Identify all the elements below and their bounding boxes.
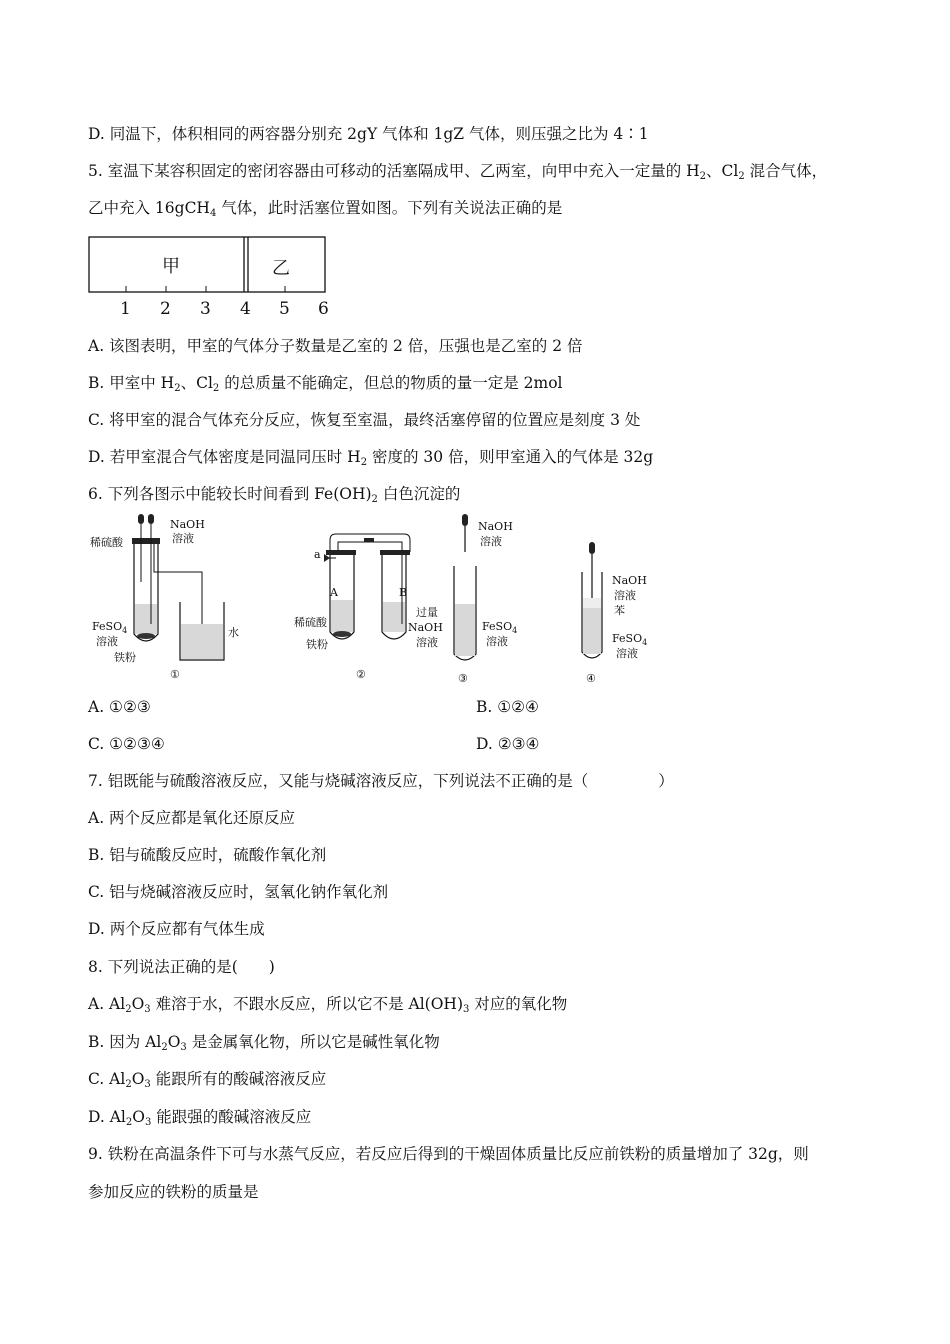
label-feso4-3: FeSO$_4$ [482,620,518,635]
q5-stem-line2: 乙中充入 16gCH$_4$ 气体，此时活塞位置如图。下列有关说法正确的是 [88,199,563,219]
label-feso4-1: FeSO$_4$ [92,620,128,635]
label-figure-4: ④ [586,672,596,685]
label-tube-a: A [330,586,338,599]
tick-label-6: 6 [318,299,329,319]
scale-ticks [126,286,285,292]
label-tube-b: B [399,586,408,599]
q6-option-d: D. ②③④ [476,735,540,753]
label-valve-a: a [314,548,321,561]
q8-option-a: A. $Al_2O_3$ 难溶于水，不跟水反应，所以它不是 $Al(OH)_3$ 对应的氧化物 [88,995,568,1015]
q8-option-d: D. $Al_2O_3$ 能跟强的酸碱溶液反应 [88,1108,312,1128]
label-figure-1: ① [170,668,180,681]
q6-stem: 6. 下列各图示中能较长时间看到 $Fe(OH)_2$ 白色沉淀的 [88,485,461,505]
piston-container-figure [86,234,336,324]
q8-stem: 8. 下列说法正确的是( ) [88,958,275,976]
tick-label-3: 3 [200,299,211,319]
q6-option-a: A. ①②③ [88,698,151,716]
label-solution-4: 溶液 [614,589,636,602]
label-naoh-3: NaOH [478,520,513,533]
q7-stem: 7. 铝既能与硫酸溶液反应，又能与烧碱溶液反应，下列说法不正确的是（ ） [88,772,674,790]
q7-option-a: A. 两个反应都是氧化还原反应 [88,809,296,827]
label-naoh-4: NaOH [612,574,647,587]
q7-option-d: D. 两个反应都有气体生成 [88,920,265,938]
apparatus-4 [582,542,602,658]
q5-option-d: D. 若甲室混合气体密度是同温同压时 $H_2$ 密度的 30 倍，则甲室通入的气体是 32g [88,448,654,468]
q5-stem-line1: 5. 室温下某容积固定的密闭容器由可移动的活塞隔成甲、乙两室，向甲中充入一定量的 $H_2$、$Cl_2$ 混合气体， [88,162,828,182]
label-dilute-sulfuric-acid-2: 稀硫酸 [294,616,327,629]
label-naoh-2: NaOH [408,621,443,634]
label-figure-3: ③ [458,672,468,685]
label-feso4-solution-1: 溶液 [96,635,118,648]
label-water: 水 [228,626,239,639]
label-iron-powder-2: 铁粉 [306,638,328,651]
label-feso4-4: FeSO$_4$ [612,632,648,647]
tick-label-5: 5 [279,299,290,319]
q8-option-b: B. 因为 $Al_2O_3$ 是金属氧化物，所以它是碱性氧化物 [88,1033,440,1053]
label-solution-2: 溶液 [416,636,438,649]
q8-option-c: C. $Al_2O_3$ 能跟所有的酸碱溶液反应 [88,1070,327,1090]
label-feso4-solution-4: 溶液 [616,647,638,660]
fe-oh2-apparatus-figure [86,512,666,690]
q5-option-c: C. 将甲室的混合气体充分反应，恢复至室温，最终活塞停留的位置应是刻度 3 处 [88,411,641,429]
q4-option-d: D. 同温下，体积相同的两容器分别充 2gY 气体和 1gZ 气体，则压强之比为 4∶1 [88,125,649,143]
chamber-jia-label: 甲 [162,256,180,277]
q9-stem-line1: 9. 铁粉在高温条件下可与水蒸气反应，若反应后得到的干燥固体质量比反应前铁粉的质量增加了 32g，则 [88,1145,809,1163]
label-solution-1: 溶液 [172,532,194,545]
q7-option-b: B. 铝与硫酸反应时，硫酸作氧化剂 [88,846,327,864]
label-iron-powder-1: 铁粉 [114,651,136,664]
chamber-yi-label: 乙 [272,258,290,279]
q5-option-b: B. 甲室中 $H_2$、$Cl_2$ 的总质量不能确定，但总的物质的量一定是 2mol [88,374,563,394]
label-naoh-1: NaOH [170,518,205,531]
label-benzene: 苯 [614,604,625,617]
tick-label-2: 2 [160,299,171,319]
tick-label-1: 1 [120,299,131,319]
q7-option-c: C. 铝与烧碱溶液反应时，氢氧化钠作氧化剂 [88,883,389,901]
apparatus-3 [454,514,476,660]
q6-option-b: B. ①②④ [476,698,539,716]
label-dilute-sulfuric-acid-1: 稀硫酸 [90,536,123,549]
label-figure-2: ② [356,668,366,681]
label-solution-3: 溶液 [480,535,502,548]
q5-option-a: A. 该图表明，甲室的气体分子数量是乙室的 2 倍，压强也是乙室的 2 倍 [88,337,583,355]
q9-stem-line2: 参加反应的铁粉的质量是 [88,1183,259,1201]
label-excess: 过量 [416,606,438,619]
q6-option-c: C. ①②③④ [88,735,165,753]
tick-label-4: 4 [240,299,251,319]
label-feso4-solution-3: 溶液 [486,635,508,648]
